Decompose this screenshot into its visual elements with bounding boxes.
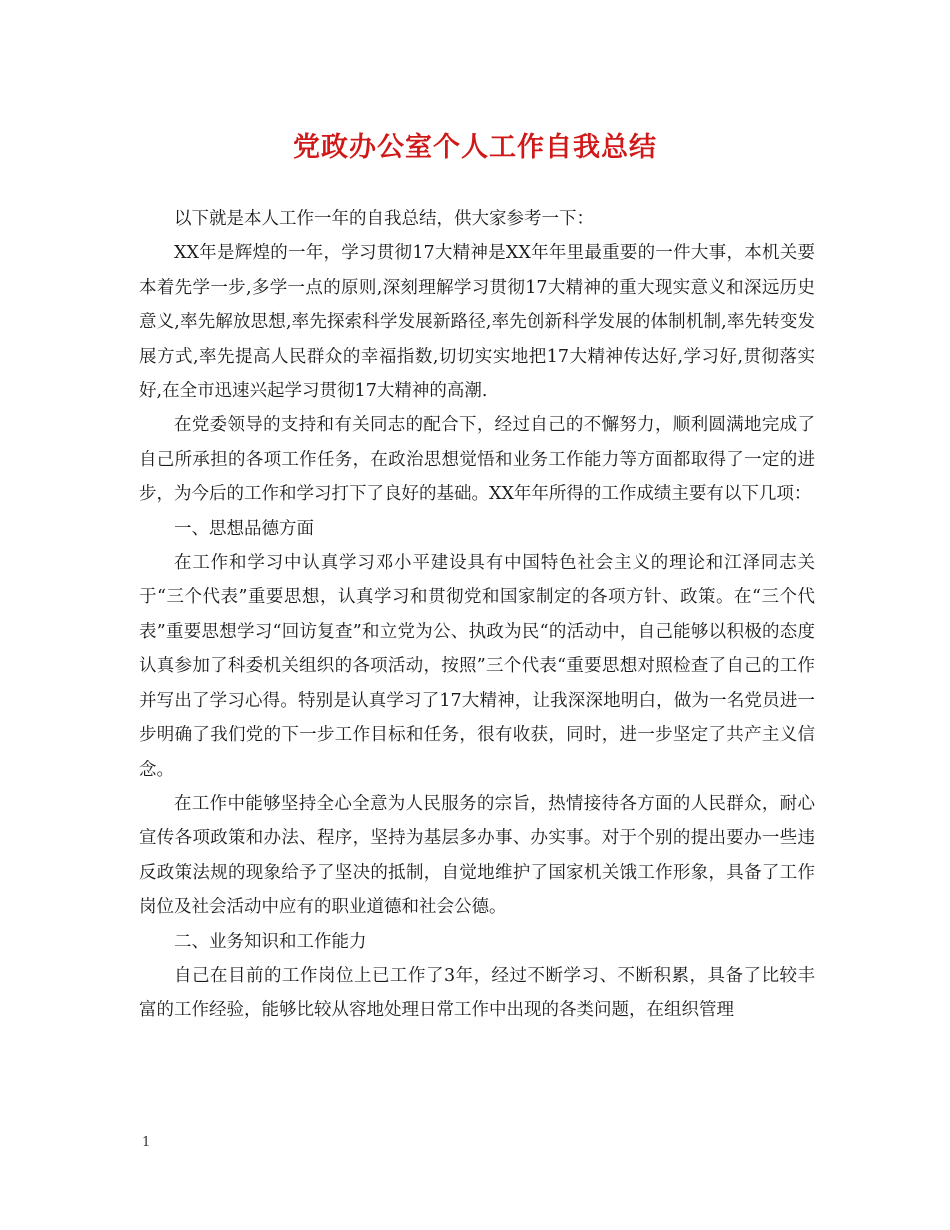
section-heading-ideology: 一、思想品德方面 [174,518,314,539]
document-title: 党政办公室个人工作自我总结 [293,132,657,163]
paragraph-service: 在工作中能够坚持全心全意为人民服务的宗旨，热情接待各方面的人民群众，耐心宣传各项政策和办法、程序，坚持为基层多办事、办实事。对于个别的提出要办一些违反政策法规的现象给予了坚决的抵制，自觉地维护了国家机关饿工作形象，具备了工作岗位及社会活动中应有的职业道德和社会公德。 [139,793,815,918]
page-number: 1 [142,1135,151,1150]
paragraph-17th-congress: XX年是辉煌的一年，学习贯彻17大精神是XX年年里最重要的一件大事，本机关要本着先学一步,多学一点的原则,深刻理解学习贯彻17大精神的重大现实意义和深远历史意义,率先解放思想,率先探索科学发展新路径,率先创新科学发展的体制机制,率先转变发展方式,率先提高人民群众的幸福指数,切切实实地把17大精神传达好,学习好,贯彻落实好,在全市迅速兴起学习贯彻17大精神的高潮. [139,243,815,402]
paragraph-study: 在工作和学习中认真学习邓小平建设具有中国特色社会主义的理论和江泽同志关于“三个代表”重要思想，认真学习和贯彻党和国家制定的各项方针、政策。在“三个代表”重要思想学习“回访复查”和立党为公、执政为民“的活动中，自己能够以积极的态度认真参加了科委机关组织的各项活动，按照”三个代表“重要思想对照检查了自己的工作并写出了学习心得。特别是认真学习了17大精神，让我深深地明白，做为一名党员进一步明确了我们党的下一步工作目标和任务，很有收获，同时，进一步坚定了共产主义信念。 [139,553,815,780]
paragraph-intro: 以下就是本人工作一年的自我总结，供大家参考一下： [174,209,594,229]
section-heading-skills: 二、业务知识和工作能力 [174,931,367,952]
paragraph-experience: 自己在目前的工作岗位上已工作了3年，经过不断学习、不断积累，具备了比较丰富的工作经验，能够比较从容地处理日常工作中出现的各类问题，在组织管理 [139,965,815,1021]
paragraph-achievements: 在党委领导的支持和有关同志的配合下，经过自己的不懈努力，顺利圆满地完成了自己所承担的各项工作任务，在政治思想觉悟和业务工作能力等方面都取得了一定的进步，为今后的工作和学习打下了良好的基础。XX年年所得的工作成绩主要有以下几项： [139,415,815,505]
document-body [139,202,815,1028]
